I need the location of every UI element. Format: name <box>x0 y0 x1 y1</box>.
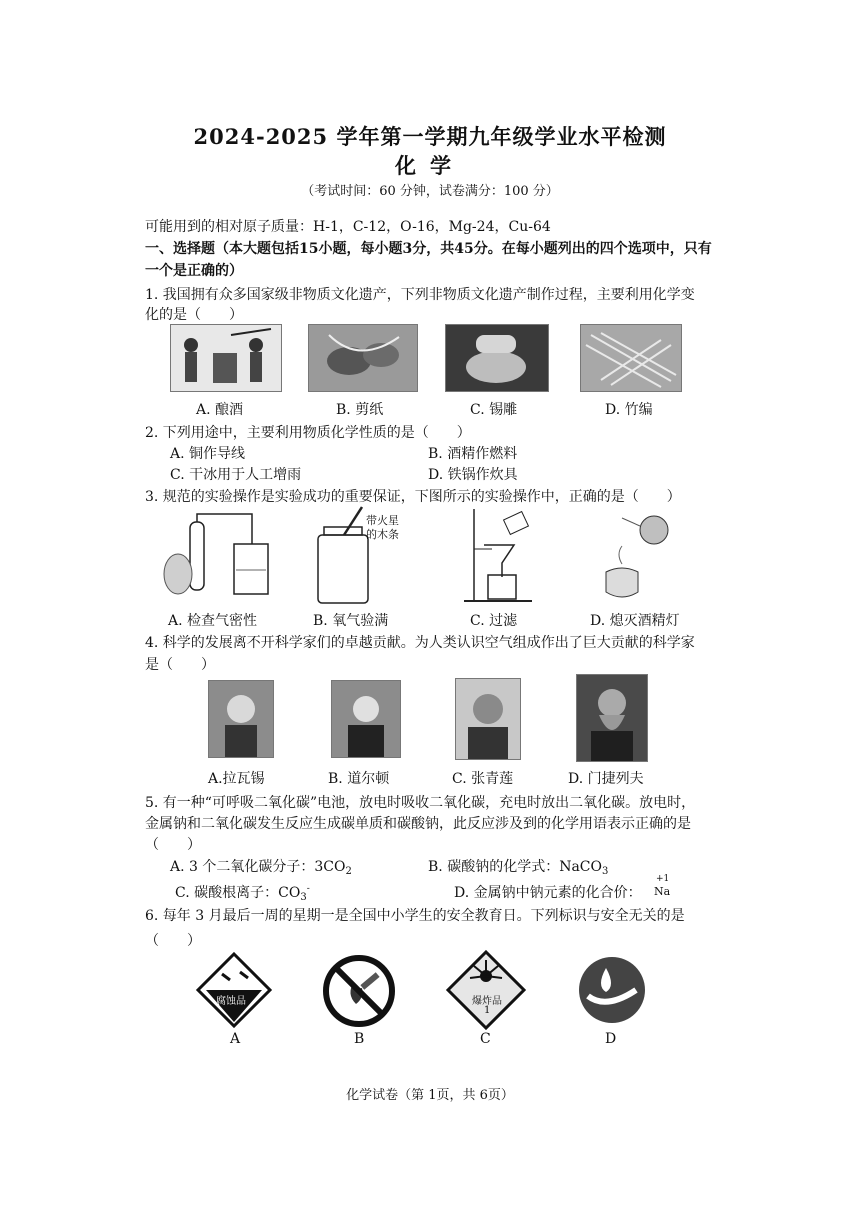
q5-stem-line2: 金属钠和二氧化碳发生反应生成碳单质和碳酸钠，此反应涉及到的化学用语表示正确的是 <box>145 816 691 832</box>
q4-portrait-mendeleev <box>576 674 648 762</box>
atomic-masses: 可能用到的相对原子质量：H-1，C-12，O-16，Mg-24，Cu-64 <box>145 219 551 235</box>
q1-option-c[interactable]: C. 锡雕 <box>470 402 518 418</box>
q1-option-b[interactable]: B. 剪纸 <box>336 402 384 418</box>
q3-label-splint-line2: 的木条 <box>366 528 399 541</box>
q4-stem-line2: 是（ ） <box>145 657 215 673</box>
subject-title: 化学 <box>395 153 465 178</box>
section-heading-line2: 一个是正确的） <box>145 263 243 279</box>
q6-sign-corrosive-icon <box>196 952 272 1028</box>
q5-option-d[interactable]: D. 金属钠中钠元素的化合价： <box>454 885 642 901</box>
q6-option-a[interactable]: A <box>230 1031 241 1047</box>
q6-sign-c-number: 1 <box>484 1005 491 1016</box>
q3-option-c[interactable]: C. 过滤 <box>470 613 518 629</box>
q1-option-d[interactable]: D. 竹编 <box>605 402 653 418</box>
q6-sign-no-fire-icon <box>322 954 396 1028</box>
q6-sign-water-saving-icon <box>576 954 648 1026</box>
q1-image-winemaking <box>170 324 282 392</box>
q2-option-b[interactable]: B. 酒精作燃料 <box>428 446 518 462</box>
section-heading-line1: 一、选择题（本大题包括15小题，每小题3分，共45分。在每小题列出的四个选项中，只有 <box>145 241 712 257</box>
q4-portrait-lavoisier <box>208 680 274 758</box>
q3-figure-extinguish-lamp <box>592 508 682 604</box>
q3-option-d[interactable]: D. 熄灭酒精灯 <box>590 613 680 629</box>
q3-figure-filtration <box>462 505 542 605</box>
q1-stem-line1: 1. 我国拥有众多国家级非物质文化遗产，下列非物质文化遗产制作过程，主要利用化学变 <box>145 287 695 303</box>
q4-option-c[interactable]: C. 张青莲 <box>452 771 514 787</box>
q3-figure-airtightness <box>160 510 270 606</box>
q5-stem-line1: 5. 有一种“可呼吸二氧化碳”电池，放电时吸收二氧化碳，充电时放出二氧化碳。放电时， <box>145 795 696 811</box>
q6-sign-c-text: 爆炸品 <box>472 996 502 1007</box>
q5-stem-line3: （ ） <box>145 837 201 853</box>
q1-option-a[interactable]: A. 酿酒 <box>196 402 244 418</box>
page-footer: 化学试卷（第 1页，共 6页） <box>346 1088 514 1103</box>
q6-stem-line2: （ ） <box>145 933 201 949</box>
q4-option-a[interactable]: A.拉瓦锡 <box>208 771 265 787</box>
q1-stem-line2: 化的是（ ） <box>145 307 243 323</box>
q2-option-d[interactable]: D. 铁锅作炊具 <box>428 467 518 483</box>
q5-option-b[interactable]: B. 碳酸钠的化学式：NaCO$_3$ <box>428 859 609 877</box>
q6-option-b[interactable]: B <box>354 1031 365 1047</box>
q2-option-a[interactable]: A. 铜作导线 <box>170 446 246 462</box>
q5-sodium-symbol: Na <box>654 885 671 898</box>
q3-option-b[interactable]: B. 氧气验满 <box>313 613 389 629</box>
exam-title: 2024-2025 学年第一学期九年级学业水平检测 <box>193 124 667 149</box>
q6-option-c[interactable]: C <box>480 1031 491 1047</box>
q5-option-c[interactable]: C. 碳酸根离子：$CO_3^-$ <box>175 884 310 903</box>
q6-sign-a-text: 腐蚀品 <box>216 996 246 1007</box>
q1-image-tin-carving <box>445 324 549 392</box>
q6-stem-line1: 6. 每年 3 月最后一周的星期一是全国中小学生的安全教育日。下列标识与安全无关的是 <box>145 908 685 924</box>
q5-option-a[interactable]: A. 3 个二氧化碳分子：$3CO_2$ <box>170 859 352 877</box>
exam-info: （考试时间：60 分钟，试卷满分：100 分） <box>301 184 559 199</box>
q1-image-papercutting <box>308 324 418 392</box>
q4-option-b[interactable]: B. 道尔顿 <box>328 771 390 787</box>
q4-portrait-zhang-qinglian <box>455 678 521 760</box>
q2-stem: 2. 下列用途中，主要利用物质化学性质的是（ ） <box>145 425 471 441</box>
q2-option-c[interactable]: C. 干冰用于人工增雨 <box>170 467 302 483</box>
q4-stem-line1: 4. 科学的发展离不开科学家们的卓越贡献。为人类认识空气组成作出了巨大贡献的科学家 <box>145 635 695 651</box>
q4-portrait-dalton <box>331 680 401 758</box>
q3-option-a[interactable]: A. 检查气密性 <box>168 613 258 629</box>
q3-stem: 3. 规范的实验操作是实验成功的重要保证，下图所示的实验操作中，正确的是（ ） <box>145 489 681 505</box>
q6-option-d[interactable]: D <box>605 1031 617 1047</box>
q1-image-bamboo-weaving <box>580 324 682 392</box>
q4-option-d[interactable]: D. 门捷列夫 <box>568 771 644 787</box>
q5-valence-mark: +1 <box>656 874 670 884</box>
q3-label-splint-line1: 带火星 <box>366 514 399 527</box>
q6-sign-explosive-icon <box>446 950 526 1030</box>
